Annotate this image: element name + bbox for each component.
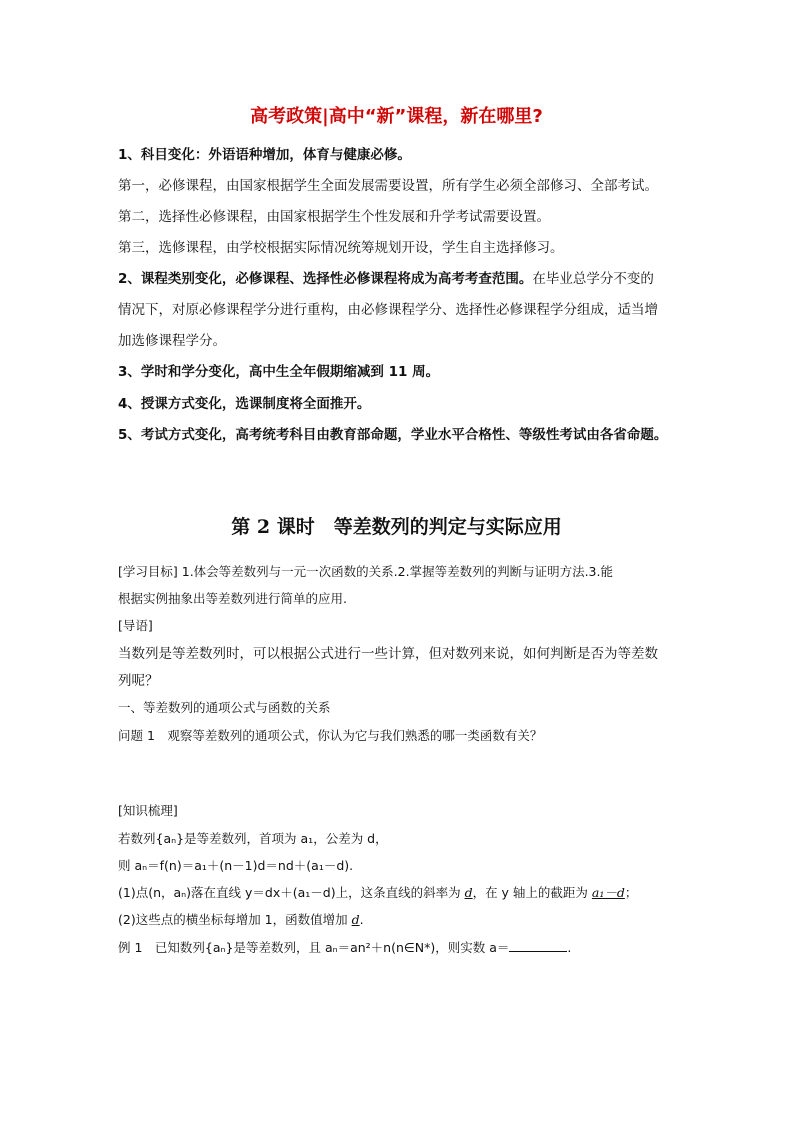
- example1-end: .: [567, 940, 572, 955]
- answer-blank: [509, 939, 567, 952]
- goal-line-1: [118, 562, 613, 582]
- section1-paragraph-3: 第三，选修课程，由学校根据实际情况统筹规划开设，学生自主选择修习。: [118, 240, 564, 256]
- goal-line-2: 根据实例抽象出等差数列进行简单的应用.: [118, 591, 347, 606]
- section2-line-2: 情况下，对原必修课程学分进行重构，由必修课程学分、选择性必修课程学分组成，适当增: [118, 302, 658, 318]
- knowledge-line3-end: ；: [624, 885, 638, 900]
- knowledge-line-3: [118, 883, 637, 903]
- knowledge-label: [知识梳理]: [118, 803, 178, 818]
- section1-heading: 1、科目变化：外语语种增加，体育与健康必修。: [118, 147, 411, 163]
- section2-line-1: [118, 269, 654, 289]
- section1-paragraph-1: 第一，必修课程，由国家根据学生全面发展需要设置，所有学生必须全部修习、全部考试。: [118, 178, 658, 194]
- section2-line-3: 加选修课程学分。: [118, 333, 226, 349]
- knowledge-line3-pre: (1)点(n，aₙ)落在直线 y＝dx＋(a₁－d)上，这条直线的斜率为: [118, 885, 465, 900]
- knowledge-line4-pre: (2)这些点的横坐标每增加 1，函数值增加: [118, 912, 352, 927]
- section1-paragraph-2: 第二，选择性必修课程，由国家根据学生个性发展和升学考试需要设置。: [118, 209, 550, 225]
- answer-intercept: a₁－d: [591, 885, 625, 900]
- knowledge-line-2: 则 aₙ＝f(n)＝a₁＋(n－1)d＝nd＋(a₁－d).: [118, 858, 354, 873]
- intro-line-1: 当数列是等差数列时，可以根据公式进行一些计算，但对数列来说，如何判断是否为等差数: [118, 646, 658, 662]
- section3-heading: 3、学时和学分变化，高中生全年假期缩减到 11 周。: [118, 364, 440, 380]
- question-1: 问题 1 观察等差数列的通项公式，你认为它与我们熟悉的哪一类函数有关？: [118, 728, 543, 743]
- lesson-title: 第 2 课时 等差数列的判定与实际应用: [231, 516, 562, 538]
- section4-heading: 4、授课方式变化，选课制度将全面推开。: [118, 396, 371, 412]
- intro-label: [导语]: [118, 618, 153, 633]
- section2-heading: 2、课程类别变化，必修课程、选择性必修课程将成为高考考查范围。: [118, 271, 533, 287]
- intro-line-2: 列呢？: [118, 673, 159, 689]
- knowledge-line4-end: .: [359, 912, 364, 927]
- knowledge-line-4: [118, 910, 364, 930]
- example-1: [118, 938, 571, 958]
- part1-heading: 一、等差数列的通项公式与函数的关系: [118, 700, 331, 715]
- answer-slope: d: [464, 885, 473, 900]
- answer-increment: d: [351, 912, 360, 927]
- section2-line1-rest: 在毕业总学分不变的: [532, 271, 654, 287]
- goal-label: [学习目标]: [118, 564, 178, 579]
- knowledge-line3-mid: ，在 y 轴上的截距为: [472, 885, 592, 900]
- section5-heading: 5、考试方式变化，高考统考科目由教育部命题，学业水平合格性、等级性考试由各省命题。: [118, 427, 668, 443]
- example1-text: 例 1 已知数列{aₙ}是等差数列，且 aₙ＝an²＋n(n∈N*)，则实数 a＝: [118, 940, 510, 955]
- page-title: 高考政策|高中“新”课程，新在哪里?: [250, 106, 543, 127]
- goal-text-1: 1.体会等差数列与一元一次函数的关系.2.掌握等差数列的判断与证明方法.3.能: [181, 564, 613, 579]
- knowledge-line-1: 若数列{aₙ}是等差数列，首项为 a₁，公差为 d，: [118, 831, 388, 846]
